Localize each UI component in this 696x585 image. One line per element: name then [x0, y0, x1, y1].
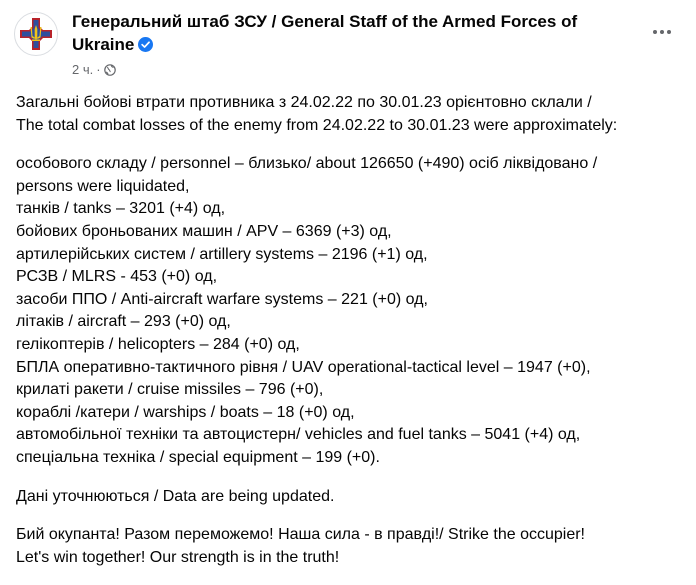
verified-badge-icon	[138, 37, 153, 52]
post-header	[14, 10, 682, 82]
more-options-icon-dot	[660, 30, 664, 34]
post-text-line: літаків / aircraft – 293 (+0) од,	[16, 313, 231, 331]
post-text-line: крилаті ракети / cruise missiles ‒ 796 (+0),	[16, 381, 324, 399]
post-text-line: Let's win together! Our strength is in the truth!	[16, 548, 340, 566]
post-paragraph	[16, 524, 688, 569]
post-text-line: Бий окупанта! Разом переможемо! Наша сила - в правді!/ Strike the occupier!	[16, 526, 585, 544]
page-avatar[interactable]	[14, 12, 58, 56]
meta-separator: ·	[96, 62, 101, 77]
post-paragraph	[16, 153, 688, 469]
armed-forces-emblem-icon	[15, 13, 57, 55]
post-text-line: спеціальна техніка / special equipment ‒ 199 (+0).	[16, 448, 380, 466]
post-text-line: особового складу / personnel ‒ близько/ about 126650 (+490) осіб ліквідовано /	[16, 155, 598, 173]
page-name[interactable]	[72, 10, 632, 56]
post-meta	[72, 62, 116, 78]
post-text-line: автомобільної техніки та автоцистерн/ vehicles and fuel tanks – 5041 (+4) од,	[16, 426, 581, 444]
post-timestamp[interactable]: 2 ч.	[72, 62, 94, 77]
more-options-icon-dot	[667, 30, 671, 34]
post-text-line: кораблі /катери / warships / boats ‒ 18 (+0) од,	[16, 403, 355, 421]
post-text-line: БПЛА оперативно-тактичного рівня / UAV operational-tactical level – 1947 (+0),	[16, 358, 591, 376]
post-text-line: persons were liquidated,	[16, 177, 190, 195]
post-text-line: The total combat losses of the enemy from 24.02.22 to 30.01.23 were approximately:	[16, 116, 618, 134]
post-text	[16, 92, 688, 585]
post-paragraph	[16, 92, 688, 137]
globe-icon[interactable]	[104, 64, 116, 76]
post-text-line: Дані уточнюються / Data are being updated.	[16, 487, 335, 505]
post-text-line: РСЗВ / MLRS - 453 (+0) од,	[16, 268, 218, 286]
post-text-line: засоби ППО / Anti-aircraft warfare systems ‒ 221 (+0) од,	[16, 290, 428, 308]
post-paragraph	[16, 486, 688, 509]
more-options-icon	[653, 30, 657, 34]
page-name-text[interactable]: Генеральний штаб ЗСУ / General Staff of the Armed Forces of Ukraine	[72, 12, 578, 54]
post-text-line: Загальні бойові втрати противника з 24.02.22 по 30.01.23 орієнтовно склали /	[16, 94, 592, 111]
post-text-line: танків / tanks ‒ 3201 (+4) од,	[16, 200, 226, 218]
post-text-line: бойових броньованих машин / APV ‒ 6369 (+3) од,	[16, 222, 392, 240]
post-text-line: артилерійських систем / artillery systems – 2196 (+1) од,	[16, 245, 428, 263]
more-options-button[interactable]	[644, 20, 680, 44]
post-text-line: гелікоптерів / helicopters – 284 (+0) од,	[16, 335, 300, 353]
